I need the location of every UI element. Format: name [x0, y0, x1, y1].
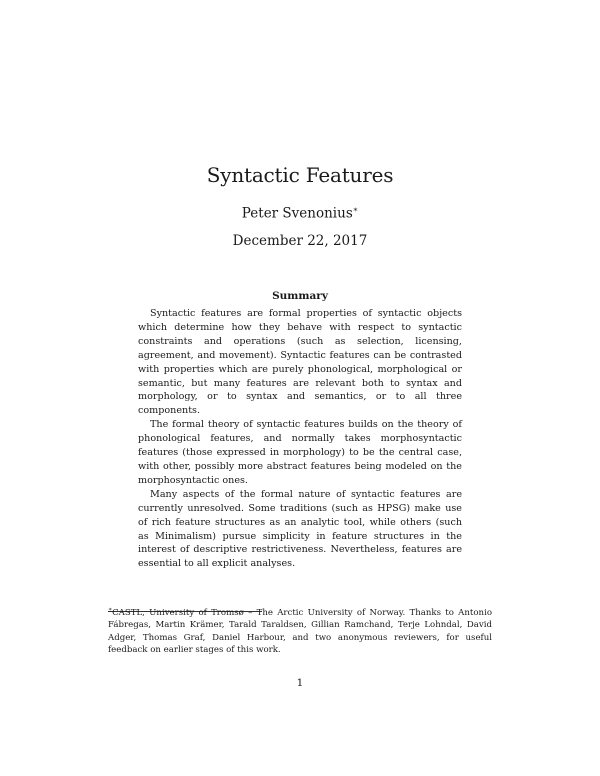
author-line — [0, 205, 600, 222]
paper-date: December 22, 2017 — [232, 233, 368, 249]
paper-title: Syntactic Features — [206, 163, 394, 187]
summary-abstract — [138, 307, 462, 571]
summary-heading: Summary — [272, 290, 328, 302]
footnote-mark: ∗ — [108, 606, 113, 613]
summary-paragraph-2: The formal theory of syntactic features builds on the theory of phonological features, and normally takes morphosyntactic features (those expressed in morphology) to be the central case, with other, possibly more abstract features being modeled on the morphosyntactic ones. — [138, 419, 462, 486]
author-footnote — [108, 604, 492, 657]
page-number: 1 — [296, 677, 304, 689]
summary-paragraph-1: Syntactic features are formal properties of syntactic objects which determine how they behave with respect to syntactic constraints and operations (such as selection, licensing, agreement, and movement). Syntactic features can be contrasted with properties which are purely phonological, morphological or semantic, but many features are relevant both to syntax and morphology, or to syntax and semantics, or to all three components. — [138, 308, 462, 417]
author-footnote-mark: ∗ — [352, 205, 359, 214]
summary-paragraph-3: Many aspects of the formal nature of syntactic features are currently unresolved. Some traditions (such as HPSG) make use of rich feature structures as an analytic tool, while others (such as Minimalism) pursue simplicity in feature structures in the interest of descriptive restrictiveness. Nevertheless, features are essential to all explicit analyses. — [138, 488, 462, 570]
footnote-text: CASTL, University of Tromsø – The Arctic University of Norway. Thanks to Antonio Fábregas, Martin Krämer, Tarald Taraldsen, Gillian Ramchand, Terje Lohndal, David Adger, Thomas Graf, Daniel Harbour, and two anonymous reviewers, for useful feedback on earlier stages of this work. — [108, 607, 492, 656]
author-name: Peter Svenonius — [241, 205, 353, 222]
